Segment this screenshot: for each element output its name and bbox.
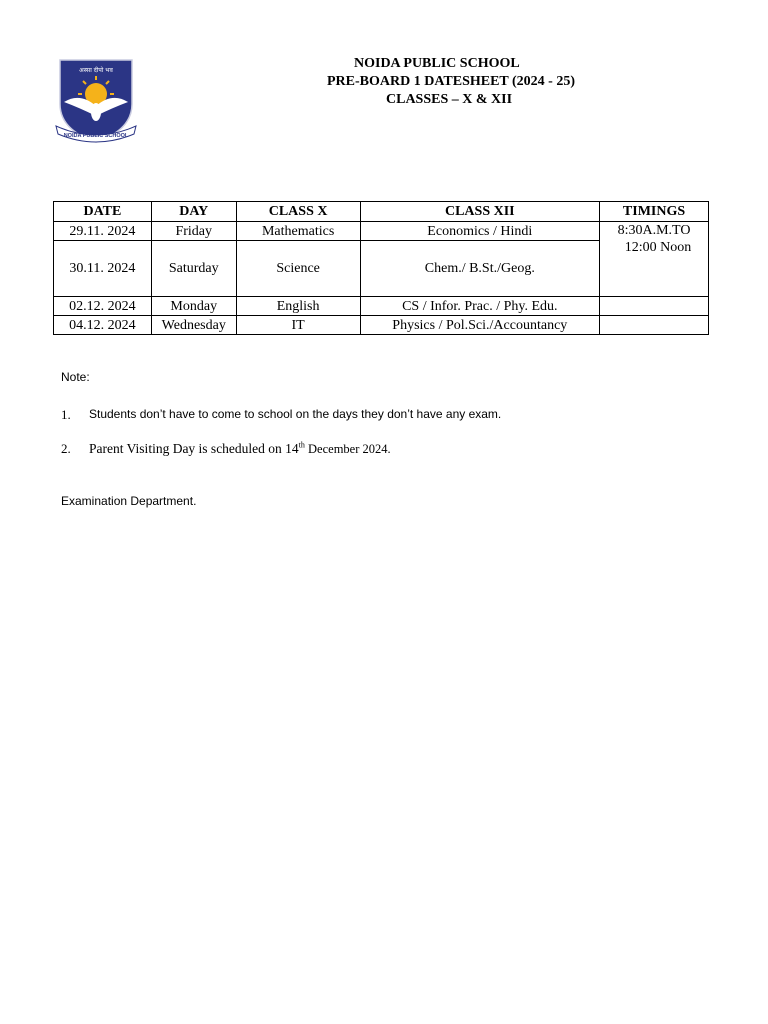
row-timing-empty bbox=[600, 297, 709, 316]
table-row bbox=[54, 316, 709, 335]
department-signature: Examination Department. bbox=[61, 494, 197, 508]
row-day: Friday bbox=[151, 222, 236, 241]
note-number: 2. bbox=[61, 441, 71, 456]
row-class-xii: Chem./ B.St./Geog. bbox=[360, 241, 600, 297]
row-class-xii: Physics / Pol.Sci./Accountancy bbox=[360, 316, 600, 335]
svg-text:अस्सा दीपो भव: अस्सा दीपो भव bbox=[79, 67, 113, 74]
note-superscript: th bbox=[298, 440, 305, 450]
header-date: DATE bbox=[54, 202, 152, 222]
school-emblem bbox=[52, 56, 140, 146]
timing-cell bbox=[600, 222, 709, 297]
note-text bbox=[89, 441, 391, 457]
row-date: 02.12. 2024 bbox=[54, 297, 152, 316]
timing-end: 12:00 Noon bbox=[624, 240, 692, 255]
table-row bbox=[54, 297, 709, 316]
table-header-row bbox=[54, 202, 709, 222]
note-text-after: December 2024. bbox=[304, 442, 391, 456]
header-class-x: CLASS X bbox=[236, 202, 360, 222]
datesheet-table bbox=[53, 201, 709, 335]
svg-text:NOIDA PUBLIC SCHOOL: NOIDA PUBLIC SCHOOL bbox=[63, 133, 129, 139]
note-number: 1. bbox=[61, 407, 71, 422]
datesheet-title: PRE-BOARD 1 DATESHEET (2024 - 25) bbox=[327, 74, 576, 89]
table-row bbox=[54, 222, 709, 241]
row-class-xii: Economics / Hindi bbox=[360, 222, 600, 241]
row-class-x: English bbox=[236, 297, 360, 316]
row-class-x: Science bbox=[236, 241, 360, 297]
classes-title: CLASSES – X & XII bbox=[386, 92, 513, 107]
row-day: Saturday bbox=[151, 241, 236, 297]
row-class-x: Mathematics bbox=[236, 222, 360, 241]
row-day: Monday bbox=[151, 297, 236, 316]
note-label: Note: bbox=[61, 370, 90, 384]
header-timings: TIMINGS bbox=[600, 202, 709, 222]
row-date: 04.12. 2024 bbox=[54, 316, 152, 335]
timing-start: 8:30A.M.TO bbox=[617, 223, 691, 238]
row-timing-empty bbox=[600, 316, 709, 335]
note-text-before: Parent Visiting Day is scheduled on 14 bbox=[89, 441, 299, 456]
row-day: Wednesday bbox=[151, 316, 236, 335]
row-class-xii: CS / Infor. Prac. / Phy. Edu. bbox=[360, 297, 600, 316]
header-class-xii: CLASS XII bbox=[360, 202, 600, 222]
row-date: 30.11. 2024 bbox=[54, 241, 152, 297]
header-day: DAY bbox=[151, 202, 236, 222]
row-date: 29.11. 2024 bbox=[54, 222, 152, 241]
note-text: Students don’t have to come to school on the days they don’t have any exam. bbox=[89, 407, 502, 421]
school-name: NOIDA PUBLIC SCHOOL bbox=[354, 56, 520, 71]
row-class-x: IT bbox=[236, 316, 360, 335]
